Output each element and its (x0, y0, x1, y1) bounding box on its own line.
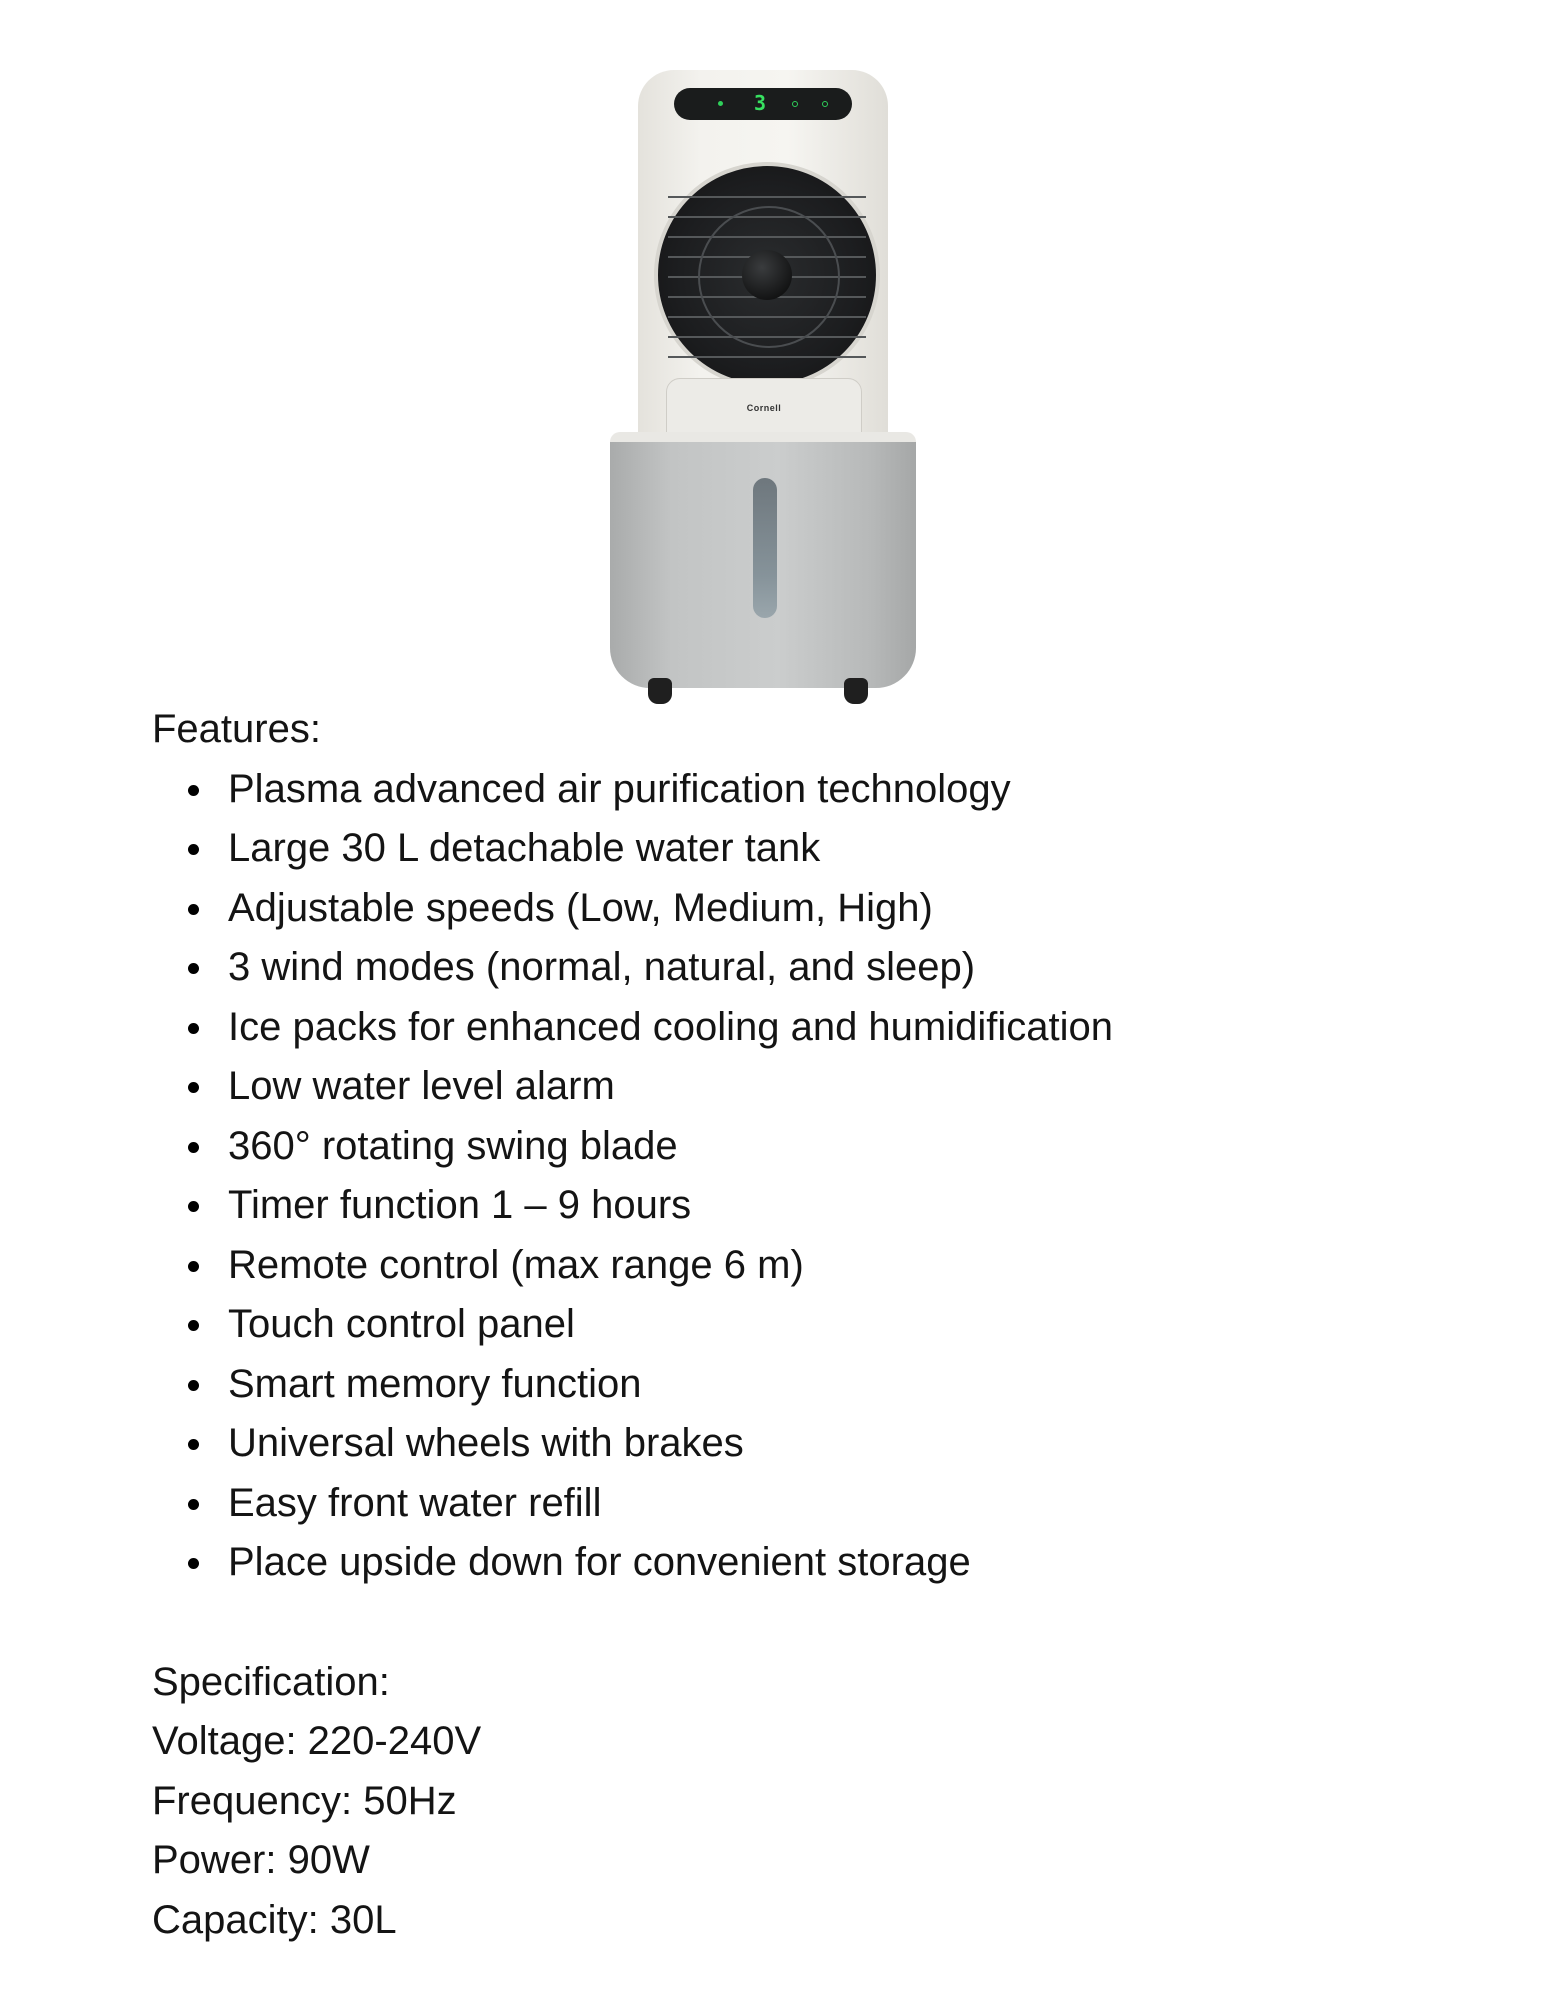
list-item: Timer function 1 – 9 hours (188, 1176, 1113, 1236)
bullet-icon (188, 1142, 199, 1153)
water-level-gauge-icon (753, 478, 777, 618)
bullet-icon (188, 785, 199, 796)
list-item: Large 30 L detachable water tank (188, 819, 1113, 879)
list-item: Adjustable speeds (Low, Medium, High) (188, 879, 1113, 939)
fan-hub-icon (742, 250, 792, 300)
spec-power: Power: 90W (152, 1838, 370, 1882)
list-item: Easy front water refill (188, 1474, 1113, 1534)
spec-capacity: Capacity: 30L (152, 1897, 397, 1942)
list-item: Plasma advanced air purification technology (188, 760, 1113, 820)
bullet-icon (188, 1023, 199, 1034)
features-heading: Features: (152, 707, 321, 751)
bullet-icon (188, 844, 199, 855)
spec-frequency: Frequency: 50Hz (152, 1778, 457, 1823)
list-item: Remote control (max range 6 m) (188, 1236, 1113, 1296)
specification-section (152, 1653, 1113, 1951)
product-description (152, 700, 1113, 1950)
brand-logo: Cornell (746, 403, 782, 413)
display-digit: 3 (754, 91, 767, 115)
product-image-air-cooler (600, 70, 920, 710)
features-list (152, 760, 1113, 1593)
list-item: Place upside down for convenient storage (188, 1533, 1113, 1593)
bullet-icon (188, 1320, 199, 1331)
list-item: 3 wind modes (normal, natural, and sleep) (188, 938, 1113, 998)
list-item: Universal wheels with brakes (188, 1414, 1113, 1474)
list-item: Touch control panel (188, 1295, 1113, 1355)
cooler-upper-body (638, 70, 888, 440)
brand-panel (666, 378, 862, 438)
bullet-icon (188, 1380, 199, 1391)
specification-heading: Specification: (152, 1659, 390, 1704)
fan-grille-icon (654, 162, 880, 388)
bullet-icon (188, 1558, 199, 1569)
led-indicator-icon (718, 101, 723, 106)
list-item: Low water level alarm (188, 1057, 1113, 1117)
list-item: Ice packs for enhanced cooling and humidification (188, 998, 1113, 1058)
spec-voltage: Voltage: 220-240V (152, 1719, 482, 1763)
control-display (674, 88, 852, 120)
led-indicator-icon (822, 101, 828, 107)
bullet-icon (188, 1499, 199, 1510)
list-item: Smart memory function (188, 1355, 1113, 1415)
bullet-icon (188, 1261, 199, 1272)
bullet-icon (188, 1439, 199, 1450)
bullet-icon (188, 1201, 199, 1212)
water-tank (610, 432, 916, 688)
bullet-icon (188, 904, 199, 915)
led-indicator-icon (792, 101, 798, 107)
list-item: 360° rotating swing blade (188, 1117, 1113, 1177)
bullet-icon (188, 963, 199, 974)
bullet-icon (188, 1082, 199, 1093)
